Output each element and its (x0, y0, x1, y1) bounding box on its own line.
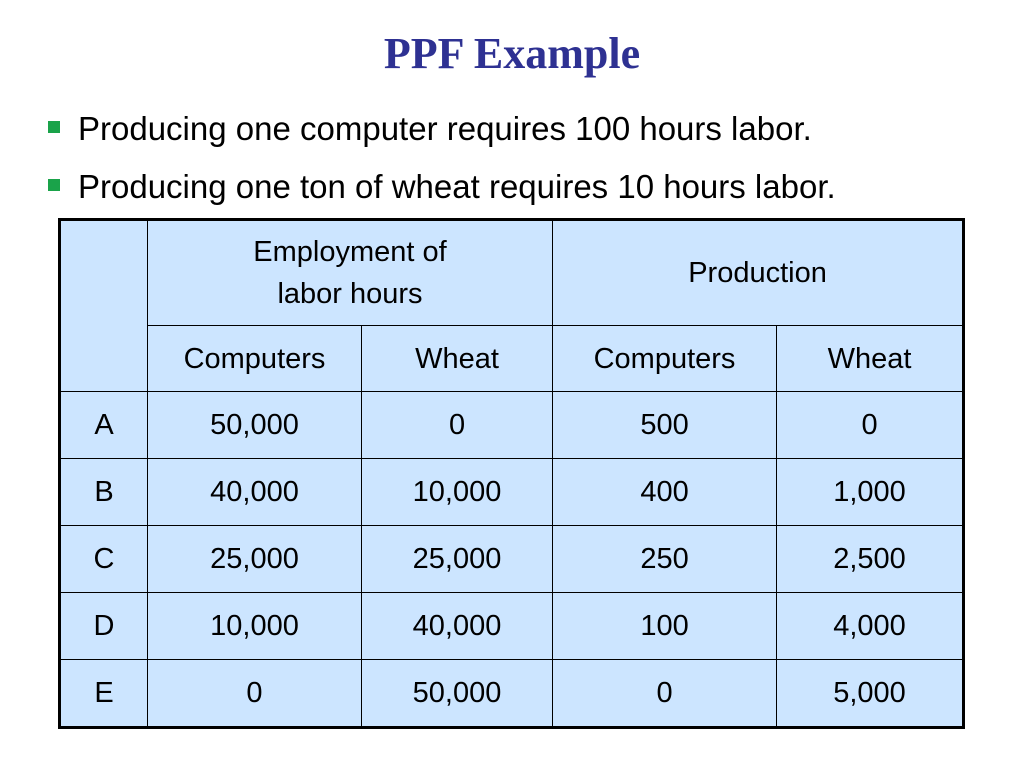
sub-header-cell: Wheat (777, 326, 964, 392)
table-row (60, 660, 964, 728)
row-label: C (60, 526, 148, 593)
square-bullet-icon (48, 179, 60, 191)
table-cell: 4,000 (777, 593, 964, 660)
table-cell: 400 (553, 459, 777, 526)
table-cell: 0 (777, 392, 964, 459)
table-cell: 10,000 (362, 459, 553, 526)
row-label: D (60, 593, 148, 660)
table-cell: 50,000 (148, 392, 362, 459)
bullet-text: Producing one computer requires 100 hours labor. (78, 110, 812, 147)
table-row (60, 526, 964, 593)
table-cell: 0 (148, 660, 362, 728)
table-cell: 40,000 (148, 459, 362, 526)
ppf-table (58, 218, 965, 729)
bullet-item (46, 100, 836, 158)
table-cell: 2,500 (777, 526, 964, 593)
employment-header (148, 220, 553, 326)
employment-header-line-1: Employment of (253, 236, 447, 268)
table-cell: 0 (553, 660, 777, 728)
production-header: Production (553, 220, 964, 326)
row-label: E (60, 660, 148, 728)
employment-header-line-2: labor hours (277, 278, 423, 310)
table-cell: 25,000 (148, 526, 362, 593)
table-cell: 40,000 (362, 593, 553, 660)
sub-header-cell: Wheat (362, 326, 553, 392)
table-cell: 0 (362, 392, 553, 459)
table-cell: 1,000 (777, 459, 964, 526)
square-bullet-icon (48, 121, 60, 133)
table-cell: 5,000 (777, 660, 964, 728)
table-cell: 250 (553, 526, 777, 593)
slide-title: PPF Example (383, 29, 641, 78)
sub-header-cell: Computers (553, 326, 777, 392)
table-row (60, 459, 964, 526)
table-cell: 10,000 (148, 593, 362, 660)
corner-cell (60, 220, 148, 392)
bullet-list (46, 100, 836, 216)
table-cell: 25,000 (362, 526, 553, 593)
table-cell: 100 (553, 593, 777, 660)
table-row (60, 593, 964, 660)
table-row (60, 392, 964, 459)
row-label: A (60, 392, 148, 459)
group-header-row (60, 220, 964, 326)
bullet-text: Producing one ton of wheat requires 10 hours labor. (78, 168, 836, 205)
table-cell: 500 (553, 392, 777, 459)
sub-header-row (60, 326, 964, 392)
sub-header-cell: Computers (148, 326, 362, 392)
row-label: B (60, 459, 148, 526)
table-cell: 50,000 (362, 660, 553, 728)
bullet-item (46, 158, 836, 216)
